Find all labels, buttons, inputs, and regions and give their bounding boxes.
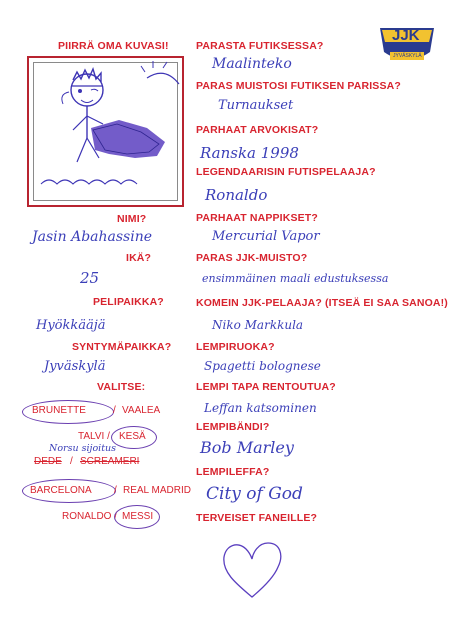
choice4-option-a: BARCELONA [30, 485, 92, 496]
name-value: Jasin Abahassine [32, 229, 153, 245]
question-9: LEMPI TAPA RENTOUTUA? [196, 381, 336, 393]
answer-6: ensimmäinen maali edustuksessa [202, 272, 389, 285]
choice4-option-b: REAL MADRID [123, 485, 191, 496]
choose-label: VALITSE: [97, 381, 146, 393]
choice2-option-a: TALVI / [78, 431, 110, 442]
answer-1: Maalinteko [212, 56, 292, 72]
name-label: NIMI? [117, 213, 147, 225]
choice5-option-a: RONALDO / [62, 511, 118, 522]
answer-7: Niko Markkula [212, 318, 304, 332]
question-4: LEGENDAARISIN FUTISPELAAJA? [196, 166, 376, 178]
jjk-logo [372, 22, 442, 70]
choice2-option-b: KESÄ [119, 431, 146, 442]
question-6: PARAS JJK-MUISTO? [196, 252, 308, 264]
choice1-option-a: BRUNETTE [32, 405, 86, 416]
choice3-option-b: SCREAMERI [80, 456, 140, 467]
choice4-separator: / [114, 485, 117, 496]
birthplace-label: SYNTYMÄPAIKKA? [72, 341, 172, 353]
question-12: TERVEISET FANEILLE? [196, 512, 318, 524]
choice1-separator: / [113, 405, 116, 416]
choice5-option-b: MESSI [122, 511, 154, 522]
choice1-option-b: VAALEA [122, 405, 161, 416]
position-label: PELIPAIKKA? [93, 296, 164, 308]
question-3: PARHAAT ARVOKISAT? [196, 124, 319, 136]
answer-9: Leffan katsominen [204, 401, 317, 415]
question-5: PARHAAT NAPPIKSET? [196, 212, 318, 224]
heart-drawing [218, 535, 288, 603]
position-value: Hyökkääjä [36, 318, 106, 333]
answer-2: Turnaukset [218, 98, 294, 113]
answer-10: Bob Marley [200, 438, 294, 457]
answer-8: Spagetti bolognese [204, 359, 321, 373]
question-8: LEMPIRUOKA? [196, 341, 275, 353]
answer-5: Mercurial Vapor [212, 229, 320, 244]
answer-3: Ranska 1998 [200, 144, 299, 162]
logo-subtext: JYVÄSKYLÄ [393, 53, 422, 59]
birthplace-value: Jyväskylä [44, 359, 106, 374]
question-11: LEMPILEFFA? [196, 466, 270, 478]
question-10: LEMPIBÄNDI? [196, 421, 270, 433]
age-label: IKÄ? [126, 252, 152, 264]
logo-text: JJK [392, 27, 420, 44]
self-portrait-drawing [29, 58, 182, 205]
age-value: 25 [80, 269, 100, 287]
choice3-option-a: DEDE [34, 456, 62, 467]
question-2: PARAS MUISTOSI FUTIKSEN PARISSA? [196, 80, 401, 92]
answer-4: Ronaldo [205, 186, 268, 204]
question-7: KOMEIN JJK-PELAAJA? (ITSEÄ EI SAA SANOA!) [196, 297, 448, 309]
question-1: PARASTA FUTIKSESSA? [196, 40, 324, 52]
drawing-title: PIIRRÄ OMA KUVASI! [58, 40, 169, 52]
self-portrait-frame [27, 56, 184, 207]
choice3-handwritten-note: Norsu sijoitus [49, 443, 117, 454]
choice3-separator: / [70, 456, 73, 467]
answer-11: City of God [206, 484, 303, 504]
